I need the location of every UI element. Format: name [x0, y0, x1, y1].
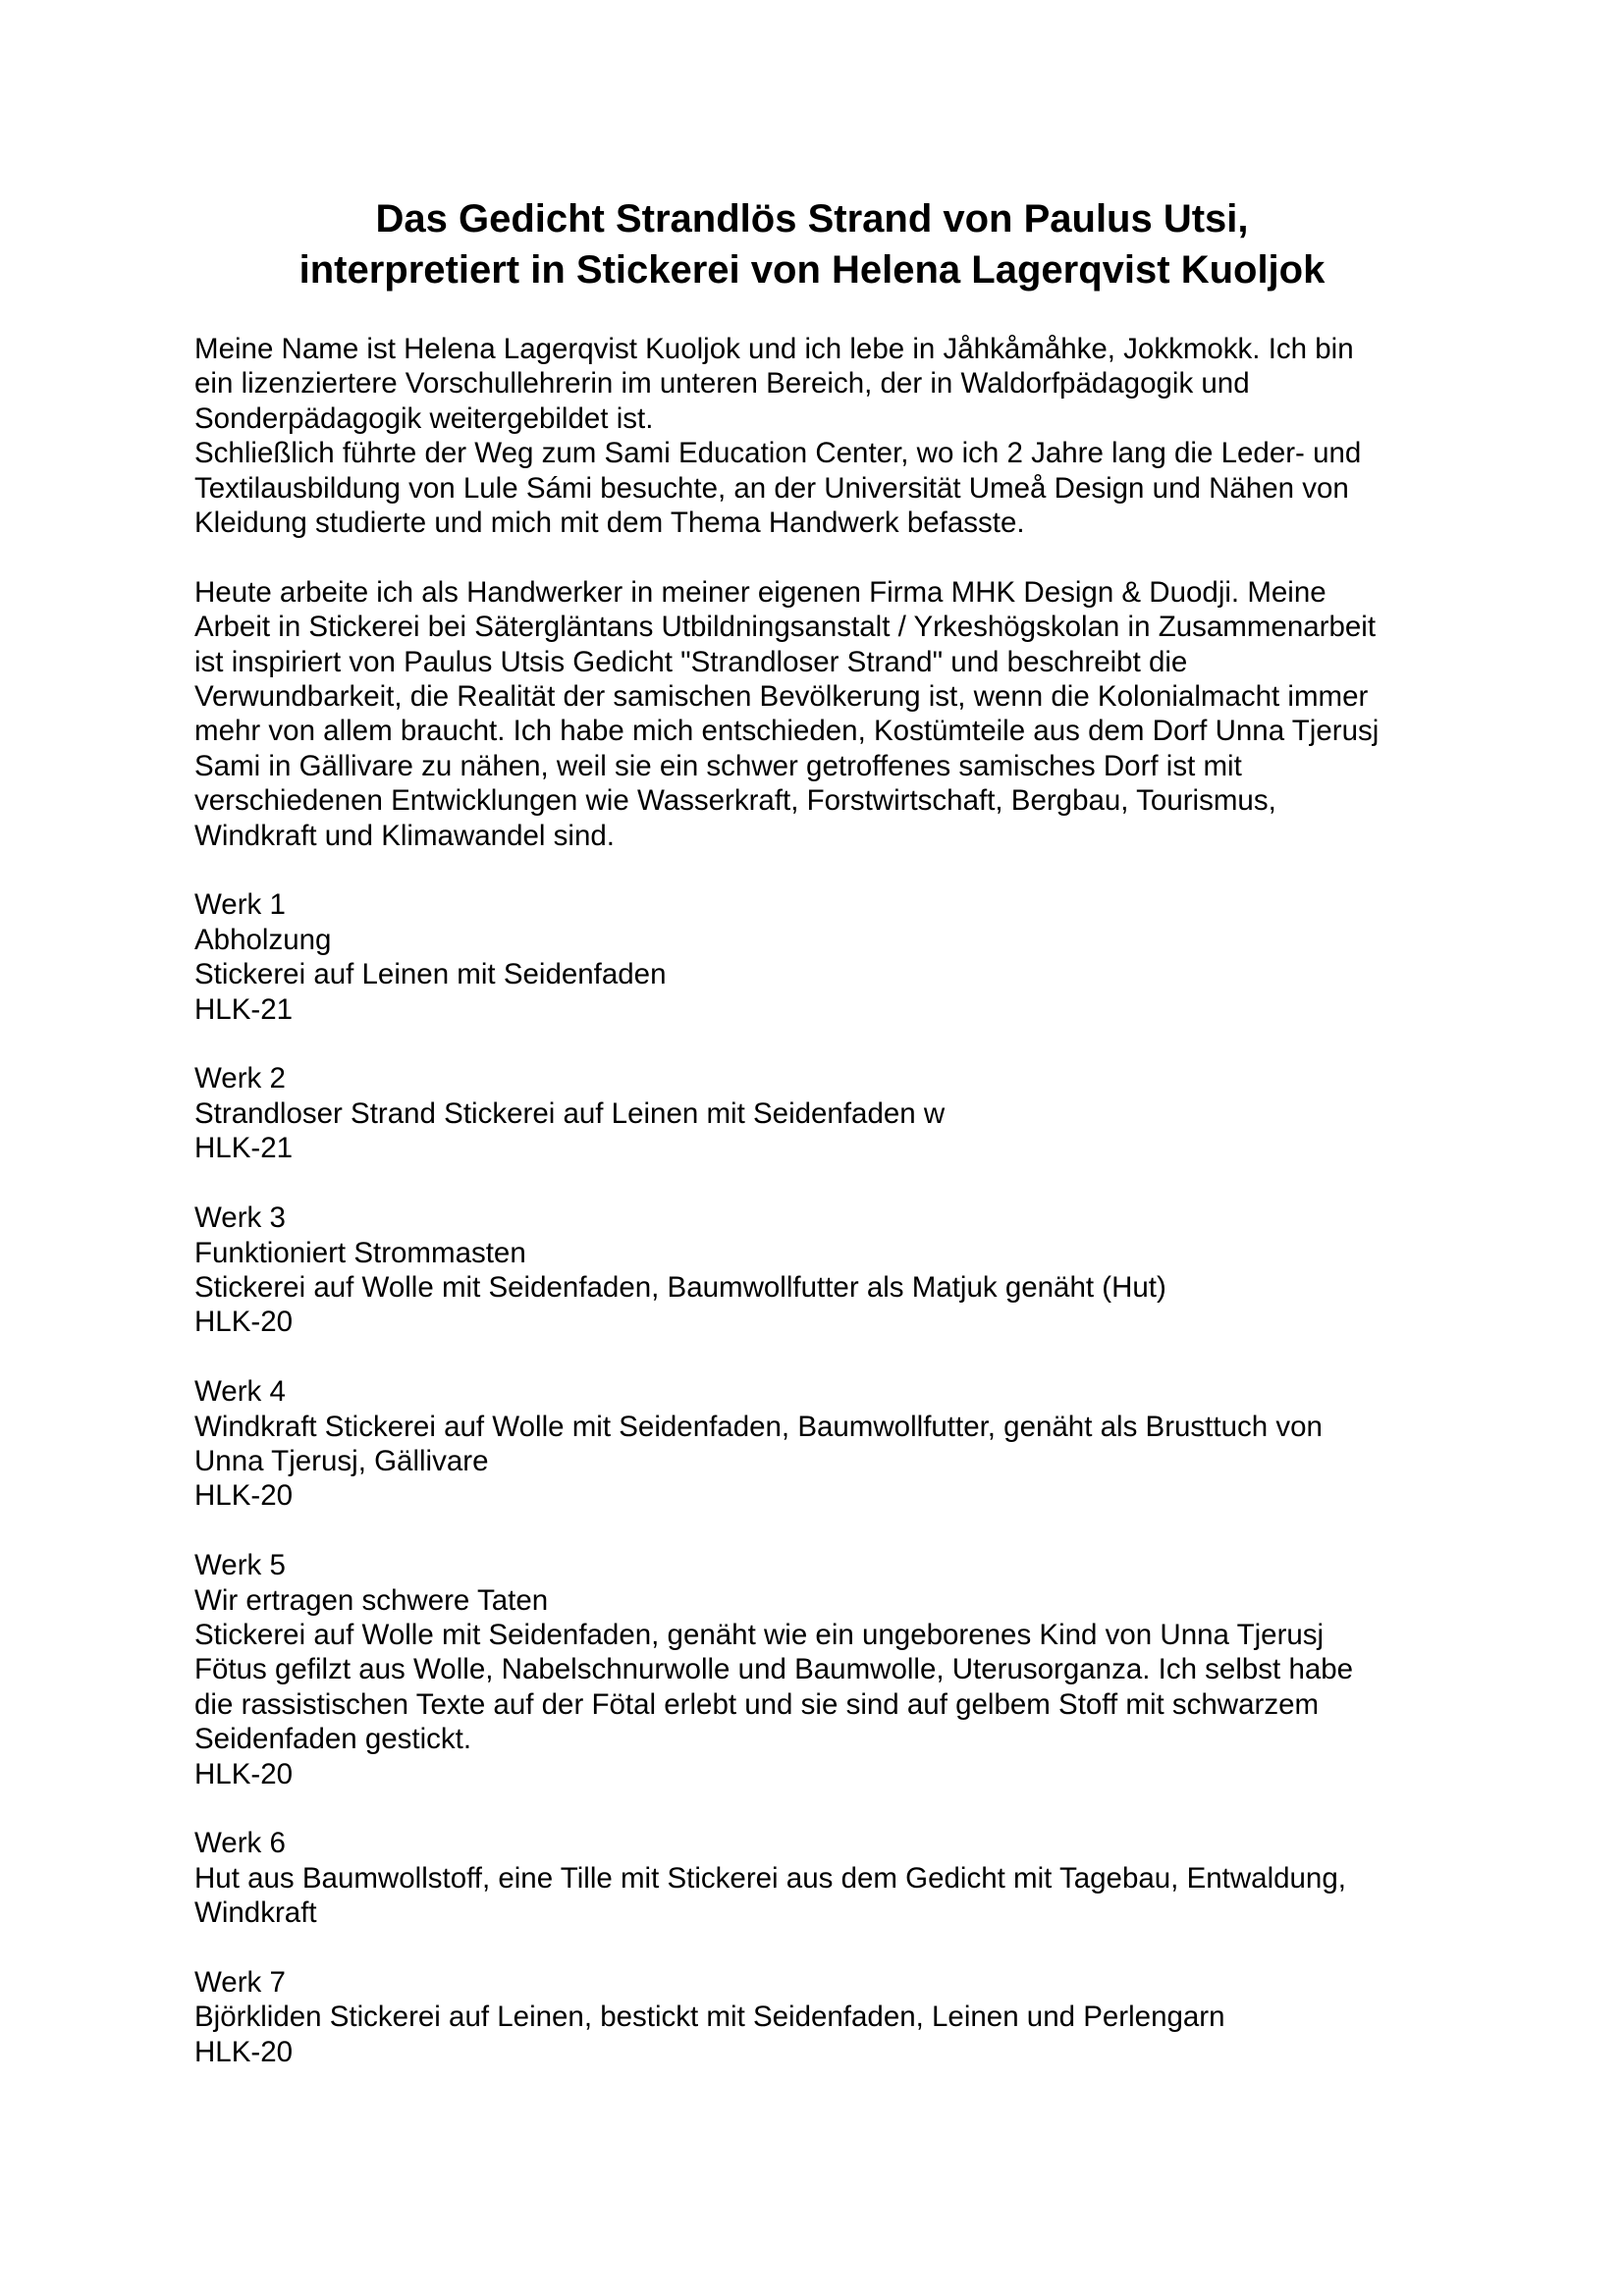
work-heading: Werk 1 [194, 888, 286, 922]
paragraph-spacer [194, 1514, 1471, 1548]
statement-line: mehr von allem braucht. Ich habe mich entschieden, Kostümteile aus dem Dorf Unna Tjerusj [194, 715, 1380, 748]
work-description: Strandloser Strand Stickerei auf Leinen mit Seidenfaden w [194, 1096, 946, 1130]
statement-line: Arbeit in Stickerei bei Sätergläntans Utbildningsanstalt / Yrkeshögskolan in Zusammenarbeit [194, 611, 1377, 644]
work-heading: Werk 5 [194, 1549, 286, 1582]
work-description: Stickerei auf Wolle mit Seidenfaden, genäht wie ein ungeborenes Kind von Unna Tjerusj [194, 1618, 1325, 1651]
document-title [147, 193, 1477, 295]
statement-line: Heute arbeite ich als Handwerker in meiner eigenen Firma MHK Design & Duodji. Meine [194, 575, 1326, 609]
work-statement-paragraph [194, 575, 1471, 853]
work-title: Abholzung [194, 923, 332, 956]
work-code: HLK-21 [194, 1132, 294, 1165]
work-2-entry [194, 1061, 1471, 1165]
statement-line: verschiedenen Entwicklungen wie Wasserkraft, Forstwirtschaft, Bergbau, Tourismus, [194, 784, 1276, 818]
work-description: Stickerei auf Leinen mit Seidenfaden [194, 958, 667, 991]
work-title: Wir ertragen schwere Taten [194, 1583, 549, 1617]
intro-line: Schließlich führte der Weg zum Sami Education Center, wo ich 2 Jahre lang die Leder- und [194, 437, 1362, 470]
work-description: Fötus gefilzt aus Wolle, Nabelschnurwolle und Baumwolle, Uterusorganza. Ich selbst habe [194, 1653, 1354, 1686]
work-title: Funktioniert Strommasten [194, 1236, 526, 1269]
statement-line: Windkraft und Klimawandel sind. [194, 819, 615, 852]
work-5-entry [194, 1548, 1471, 1791]
work-heading: Werk 3 [194, 1201, 286, 1235]
statement-line: Sami in Gällivare zu nähen, weil sie ein schwer getroffenes samisches Dorf ist mit [194, 749, 1242, 782]
work-description: Björkliden Stickerei auf Leinen, bestickt mit Seidenfaden, Leinen und Perlengarn [194, 2001, 1225, 2034]
work-heading: Werk 7 [194, 1965, 286, 1999]
work-code: HLK-20 [194, 2035, 294, 2068]
paragraph-spacer [194, 1340, 1471, 1374]
intro-line: Textilausbildung von Lule Sámi besuchte, an der Universität Umeå Design und Nähen von [194, 471, 1349, 505]
work-7-entry [194, 1965, 1471, 2069]
work-description: Windkraft [194, 1896, 317, 1930]
paragraph-spacer [194, 1027, 1471, 1061]
paragraph-spacer [194, 853, 1471, 887]
work-code: HLK-20 [194, 1757, 294, 1790]
title-line-1: Das Gedicht Strandlös Strand von Paulus Utsi, [375, 197, 1249, 240]
work-description: Seidenfaden gestickt. [194, 1723, 472, 1756]
work-1-entry [194, 887, 1471, 1027]
work-heading: Werk 6 [194, 1827, 286, 1860]
statement-line: ist inspiriert von Paulus Utsis Gedicht "Strandloser Strand" und beschreibt die [194, 645, 1188, 678]
paragraph-spacer [194, 540, 1471, 574]
intro-line: Sonderpädagogik weitergebildet ist. [194, 401, 654, 435]
intro-line: Kleidung studierte und mich mit dem Thema Handwerk befasste. [194, 507, 1025, 540]
work-code: HLK-21 [194, 992, 294, 1026]
work-code: HLK-20 [194, 1306, 294, 1339]
work-6-entry [194, 1826, 1471, 1930]
statement-line: Verwundbarkeit, die Realität der samischen Bevölkerung ist, wenn die Kolonialmacht immer [194, 680, 1369, 714]
paragraph-spacer [194, 1931, 1471, 1965]
work-description: Windkraft Stickerei auf Wolle mit Seidenfaden, Baumwollfutter, genäht als Brusttuch von [194, 1410, 1323, 1443]
work-description: Stickerei auf Wolle mit Seidenfaden, Baumwollfutter als Matjuk genäht (Hut) [194, 1270, 1166, 1304]
work-description: die rassistischen Texte auf der Fötal erlebt und sie sind auf gelbem Stoff mit schwarzem [194, 1687, 1320, 1721]
work-description: Unna Tjerusj, Gällivare [194, 1444, 489, 1477]
work-heading: Werk 4 [194, 1375, 286, 1409]
intro-line: ein lizenziertere Vorschullehrerin im unteren Bereich, der in Waldorfpädagogik und [194, 367, 1250, 400]
work-code: HLK-20 [194, 1479, 294, 1513]
document-body [194, 332, 1471, 2069]
intro-paragraph [194, 332, 1471, 540]
work-4-entry [194, 1374, 1471, 1514]
paragraph-spacer [194, 1166, 1471, 1201]
intro-line: Meine Name ist Helena Lagerqvist Kuoljok und ich lebe in Jåhkåmåhke, Jokkmokk. Ich bin [194, 333, 1354, 365]
work-3-entry [194, 1201, 1471, 1340]
title-line-2: interpretiert in Stickerei von Helena Lagerqvist Kuoljok [298, 248, 1326, 292]
work-heading: Werk 2 [194, 1062, 286, 1095]
work-description: Hut aus Baumwollstoff, eine Tille mit Stickerei aus dem Gedicht mit Tagebau, Entwaldung, [194, 1861, 1346, 1895]
paragraph-spacer [194, 1791, 1471, 1826]
